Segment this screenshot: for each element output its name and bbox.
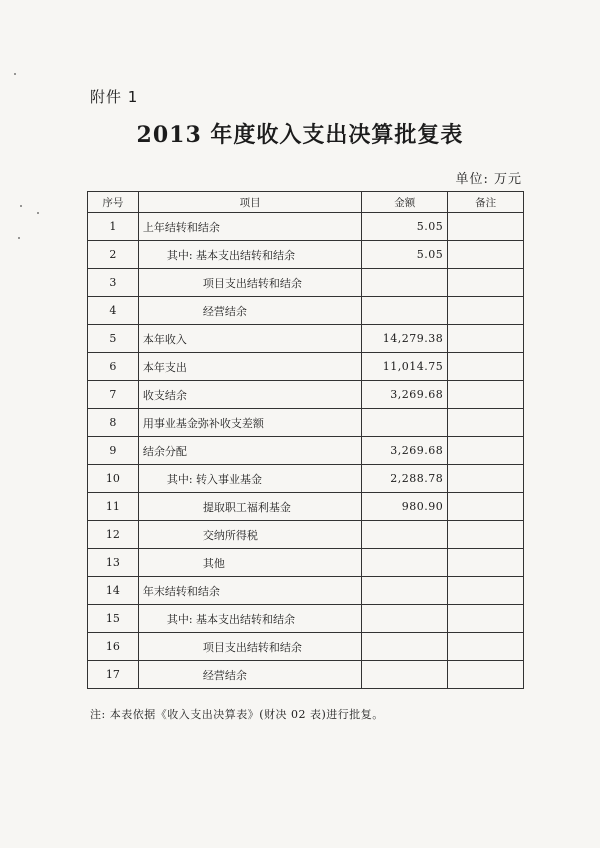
table-row xyxy=(88,437,524,465)
row-amount xyxy=(362,605,448,633)
row-item: 结余分配 xyxy=(138,437,361,465)
attachment-label: 附件 1 xyxy=(90,88,139,106)
footnote: 注: 本表依据《收入支出决算表》(财决 02 表)进行批复。 xyxy=(90,708,384,721)
table-row xyxy=(88,465,524,493)
row-amount xyxy=(362,577,448,605)
row-item: 交纳所得税 xyxy=(138,521,361,549)
row-seq: 7 xyxy=(88,381,139,409)
table-row xyxy=(88,493,524,521)
table-row xyxy=(88,521,524,549)
row-amount: 5.05 xyxy=(362,213,448,241)
table-row xyxy=(88,297,524,325)
row-remark xyxy=(448,493,524,521)
column-header-item: 项目 xyxy=(138,192,361,213)
row-amount xyxy=(362,549,448,577)
row-item: 提取职工福利基金 xyxy=(138,493,361,521)
unit-label: 单位: 万元 xyxy=(455,172,522,187)
row-item: 年末结转和结余 xyxy=(138,577,361,605)
row-item: 项目支出结转和结余 xyxy=(138,633,361,661)
table-row xyxy=(88,325,524,353)
row-seq: 17 xyxy=(88,661,139,689)
scan-speck xyxy=(18,237,20,239)
row-seq: 12 xyxy=(88,521,139,549)
row-amount: 3,269.68 xyxy=(362,381,448,409)
row-remark xyxy=(448,353,524,381)
row-amount xyxy=(362,297,448,325)
row-item: 收支结余 xyxy=(138,381,361,409)
table-header-row xyxy=(88,192,524,213)
scan-speck xyxy=(14,73,16,75)
row-seq: 6 xyxy=(88,353,139,381)
row-seq: 10 xyxy=(88,465,139,493)
table-row xyxy=(88,241,524,269)
row-remark xyxy=(448,241,524,269)
row-item: 其中: 基本支出结转和结余 xyxy=(138,241,361,269)
row-amount: 14,279.38 xyxy=(362,325,448,353)
row-seq: 8 xyxy=(88,409,139,437)
row-amount: 980.90 xyxy=(362,493,448,521)
row-seq: 5 xyxy=(88,325,139,353)
row-amount xyxy=(362,521,448,549)
row-remark xyxy=(448,605,524,633)
row-item: 其他 xyxy=(138,549,361,577)
row-item: 经营结余 xyxy=(138,661,361,689)
row-amount xyxy=(362,269,448,297)
row-item: 项目支出结转和结余 xyxy=(138,269,361,297)
row-seq: 1 xyxy=(88,213,139,241)
row-remark xyxy=(448,325,524,353)
row-remark xyxy=(448,297,524,325)
row-item: 其中: 基本支出结转和结余 xyxy=(138,605,361,633)
row-remark xyxy=(448,213,524,241)
row-amount xyxy=(362,409,448,437)
row-amount: 3,269.68 xyxy=(362,437,448,465)
row-remark xyxy=(448,521,524,549)
page-title: 2013 年度收入支出决算批复表 xyxy=(136,122,464,148)
table-row xyxy=(88,633,524,661)
row-remark xyxy=(448,661,524,689)
table-row xyxy=(88,381,524,409)
row-remark xyxy=(448,269,524,297)
row-remark xyxy=(448,409,524,437)
row-item: 本年支出 xyxy=(138,353,361,381)
row-seq: 15 xyxy=(88,605,139,633)
row-seq: 2 xyxy=(88,241,139,269)
scan-speck xyxy=(20,205,22,207)
row-seq: 14 xyxy=(88,577,139,605)
table-row xyxy=(88,213,524,241)
row-remark xyxy=(448,577,524,605)
row-remark xyxy=(448,437,524,465)
column-header-amount: 金额 xyxy=(362,192,448,213)
row-seq: 9 xyxy=(88,437,139,465)
row-amount xyxy=(362,661,448,689)
table-row xyxy=(88,577,524,605)
row-item: 本年收入 xyxy=(138,325,361,353)
column-header-seq: 序号 xyxy=(88,192,139,213)
row-remark xyxy=(448,633,524,661)
table-row xyxy=(88,605,524,633)
row-amount xyxy=(362,633,448,661)
row-seq: 13 xyxy=(88,549,139,577)
row-item: 其中: 转入事业基金 xyxy=(138,465,361,493)
table-row xyxy=(88,409,524,437)
row-amount: 5.05 xyxy=(362,241,448,269)
row-amount: 2,288.78 xyxy=(362,465,448,493)
row-seq: 11 xyxy=(88,493,139,521)
row-seq: 3 xyxy=(88,269,139,297)
row-remark xyxy=(448,549,524,577)
budget-approval-table xyxy=(87,191,524,689)
row-item: 上年结转和结余 xyxy=(138,213,361,241)
row-remark xyxy=(448,465,524,493)
column-header-remark: 备注 xyxy=(448,192,524,213)
row-remark xyxy=(448,381,524,409)
row-seq: 16 xyxy=(88,633,139,661)
table-row xyxy=(88,661,524,689)
scan-speck xyxy=(37,212,39,214)
table-row xyxy=(88,549,524,577)
row-seq: 4 xyxy=(88,297,139,325)
row-item: 用事业基金弥补收支差额 xyxy=(138,409,361,437)
row-amount: 11,014.75 xyxy=(362,353,448,381)
table-row xyxy=(88,353,524,381)
row-item: 经营结余 xyxy=(138,297,361,325)
table-row xyxy=(88,269,524,297)
